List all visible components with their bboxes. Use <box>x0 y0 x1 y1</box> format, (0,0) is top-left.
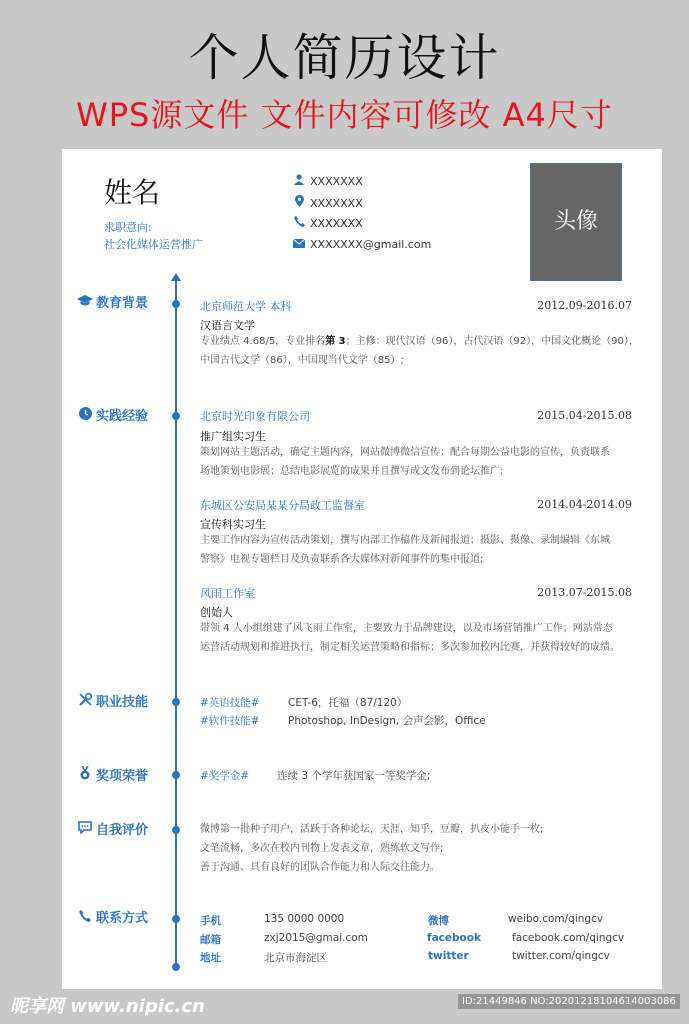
education-school: 北京师范大学 本科 <box>200 300 292 313</box>
section-awards-heading: 奖项荣誉 <box>76 766 148 784</box>
contact-label: 手机 <box>200 915 221 927</box>
location-pin-icon <box>290 195 308 212</box>
timeline-dot <box>172 915 180 923</box>
practice-org: 风雨工作室 <box>200 587 255 600</box>
timeline-dot <box>172 826 180 834</box>
section-practice-heading: 实践经验 <box>76 407 148 425</box>
medal-icon <box>76 766 94 786</box>
mail-icon <box>290 237 308 253</box>
contact-person-text: XXXXXXX <box>310 175 363 188</box>
section-education-heading: 教育背景 <box>76 295 148 313</box>
timeline-dot <box>172 963 180 971</box>
person-icon <box>290 174 308 190</box>
tools-icon <box>76 693 94 712</box>
contact-label: 地址 <box>200 952 221 964</box>
phone-icon <box>290 216 308 232</box>
contact-label: facebook <box>427 932 481 944</box>
practice-role: 宣传科实习生 <box>200 518 266 531</box>
contact-value[interactable]: facebook.com/qingcv <box>512 932 625 944</box>
award-value: 连续 3 个学年获国家一等奖学金; <box>277 770 431 782</box>
practice-desc: 带领 4 人小组组建了风飞雨工作室，主要致力于品牌建设，以及市场营销推广工作；网站常态 运营活动规划和推进执行，制定相关运营策略和指标；多次参加校内比赛，并获得较好的成绩。 <box>200 623 620 653</box>
self-eval-text: 微博第一批种子用户，活跃于各种论坛，天涯，知乎，豆瓣，扒皮小能手一枚; 文笔流畅，多次在校内刊物上发表文章，熟练软文写作; 善于沟通、具有良好的团队合作能力和人际交往能力。 <box>200 824 544 873</box>
phone-icon <box>76 910 94 928</box>
contact-phone-row <box>290 216 363 232</box>
banner-title: 个人简历设计 <box>188 29 501 87</box>
timeline-dot <box>172 412 180 420</box>
contact-value[interactable]: zxj2015@gmai.com <box>264 932 368 944</box>
skill-value: Photoshop, InDesign, 会声会影，Office <box>288 715 486 727</box>
contact-email-row <box>290 237 431 253</box>
graduation-cap-icon <box>76 295 94 313</box>
watermark-id: ID:21449846 NO:20201218104614003086 <box>458 994 680 1009</box>
chat-bubble-icon <box>76 821 94 840</box>
education-major: 汉语言文学 <box>200 319 255 332</box>
skill-value: CET-6，托福（87/120） <box>288 697 408 709</box>
job-intent-value: 社会化媒体运营推广 <box>104 238 203 251</box>
timeline-dot <box>172 300 180 308</box>
candidate-name: 姓名 <box>104 176 161 209</box>
contact-person-row <box>290 174 363 190</box>
contact-value[interactable]: twitter.com/qingcv <box>512 950 610 962</box>
job-intent-label: 求职意向: <box>104 221 152 234</box>
skill-tag: #英语技能# <box>200 697 260 709</box>
timeline-line <box>175 277 177 965</box>
practice-desc: 主要工作内容为宣传活动策划，撰写内部工作稿件及新闻报道；摄影、摄像、录制编辑《东城 警察》电视专题栏目及负责联系各大媒体对新闻事件的集中报道; <box>200 535 610 565</box>
education-date: 2012.09-2016.07 <box>537 299 632 312</box>
skill-tag: #软件技能# <box>200 715 260 727</box>
timeline-dot <box>172 698 180 706</box>
practice-role: 推广组实习生 <box>200 430 266 443</box>
section-self-eval-heading: 自我评价 <box>76 821 148 839</box>
practice-date: 2014.04-2014.09 <box>537 498 632 511</box>
practice-desc: 策划网站主题活动，确定主题内容，网站微博微信宣传；配合每期公益电影的宣传，负责联系 场地策划电影展；总结电影展览的成果并且撰写成文发布到论坛推广; <box>200 447 610 477</box>
award-tag: #奖学金# <box>200 770 250 782</box>
banner-subtitle: WPS源文件 文件内容可修改 A4尺寸 <box>76 96 613 134</box>
contact-location-text: XXXXXXX <box>310 197 363 210</box>
section-skills-heading: 职业技能 <box>76 693 148 711</box>
practice-date: 2013.07-2015.08 <box>537 586 632 599</box>
education-detail: 专业绩点 4.68/5，专业排名第 3；主修：现代汉语（96），古代汉语（92），中国文化概论（90）， 中国古代文学（86），中国现当代文学（85）; <box>200 336 639 366</box>
resume-sheet <box>62 149 662 989</box>
clock-icon <box>76 407 94 426</box>
contact-email-text[interactable]: XXXXXXX@gmail.com <box>310 238 432 251</box>
practice-org: 北京时光印象有限公司 <box>200 410 310 423</box>
contact-label: 微博 <box>428 915 449 927</box>
timeline-dot <box>172 771 180 779</box>
section-contact-heading: 联系方式 <box>76 910 148 928</box>
contact-phone-text: XXXXXXX <box>310 217 363 230</box>
contact-value: 北京市海淀区 <box>264 952 327 964</box>
contact-value: 135 0000 0000 <box>264 913 345 925</box>
practice-date: 2015.04-2015.08 <box>537 409 632 422</box>
watermark-site: 昵享网 www.nipic.cn <box>10 996 205 1017</box>
practice-role: 创始人 <box>200 606 233 619</box>
contact-label: 邮箱 <box>200 934 221 946</box>
contact-value[interactable]: weibo.com/qingcv <box>508 913 604 925</box>
contact-location-row <box>290 195 363 211</box>
practice-org: 东城区公安局某某分局政工监督室 <box>200 499 365 512</box>
contact-label: twitter <box>428 950 469 962</box>
avatar-placeholder[interactable]: 头像 <box>530 163 622 281</box>
